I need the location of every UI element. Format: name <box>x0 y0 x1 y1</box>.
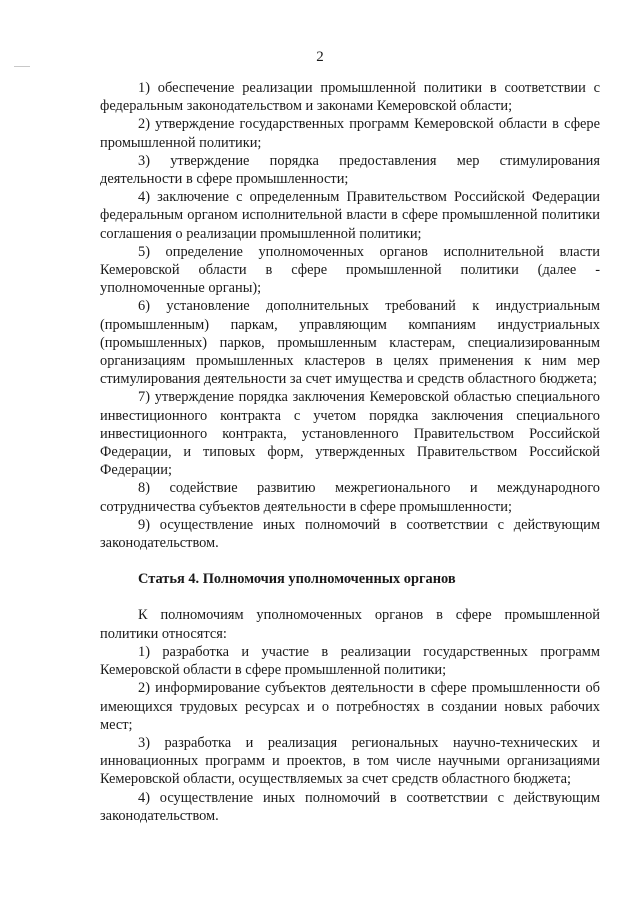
article3-item-9: 9) осуществление иных полномочий в соответствии с действующим законодательством. <box>100 516 600 552</box>
spacer <box>100 552 600 570</box>
article3-item-5: 5) определение уполномоченных органов исполнительной власти Кемеровской области в сфере промышленной политики (далее - уполномоченные органы); <box>100 243 600 297</box>
article4-intro: К полномочиям уполномоченных органов в сфере промышленной политики относятся: <box>100 607 600 642</box>
margin-mark <box>14 66 30 67</box>
article4-item-3: 3) разработка и реализация региональных научно-технических и инновационных программ и проектов, в том числе научными организациями Кемеровской области, осуществляемых за счет средств областного бюджета; <box>100 734 600 788</box>
article3-item-7: 7) утверждение порядка заключения Кемеровской областью специального инвестиционного контракта с учетом порядка заключения специального инвестиционного контракта, установленного Правительством Российской Федерации, и типовых форм, утвержденных Правительством Российской Федерации; <box>100 389 600 479</box>
article3-item-4: 4) заключение с определенным Правительством Российской Федерации федеральным органом исполнительной власти в сфере промышленной политики соглашения о реализации промышленной политики; <box>100 189 600 242</box>
article4-item-4: 4) осуществление иных полномочий в соответствии с действующим законодательством. <box>100 789 600 824</box>
article3-item-1: 1) обеспечение реализации промышленной политики в соответствии с федеральным законодательством и законами Кемеровской области; <box>100 80 600 115</box>
page-number: 2 <box>316 49 324 65</box>
spacer <box>100 588 600 606</box>
article4-heading: Статья 4. Полномочия уполномоченных органов <box>138 571 456 588</box>
article3-item-6: 6) установление дополнительных требований к индустриальным (промышленным) паркам, управляющим компаниям индустриальных (промышленных) парков, промышленным кластерам, специализированным организациям промышленных кластеров в целях применения к ним мер стимулирования деятельности за счет имущества и средств областного бюджета; <box>100 298 600 388</box>
article3-item-2: 2) утверждение государственных программ Кемеровской области в сфере промышленной политики; <box>100 116 600 151</box>
document-body <box>100 79 600 825</box>
article3-item-8: 8) содействие развитию межрегионального и международного сотрудничества субъектов деятельности в сфере промышленности; <box>100 480 600 515</box>
article3-item-3: 3) утверждение порядка предоставления мер стимулирования деятельности в сфере промышленности; <box>100 152 600 188</box>
article4-item-2: 2) информирование субъектов деятельности в сфере промышленности об имеющихся трудовых ресурсах и о потребностях в создании новых рабочих мест; <box>100 680 600 733</box>
article4-item-1: 1) разработка и участие в реализации государственных программ Кемеровской области в сфере промышленной политики; <box>100 643 600 679</box>
